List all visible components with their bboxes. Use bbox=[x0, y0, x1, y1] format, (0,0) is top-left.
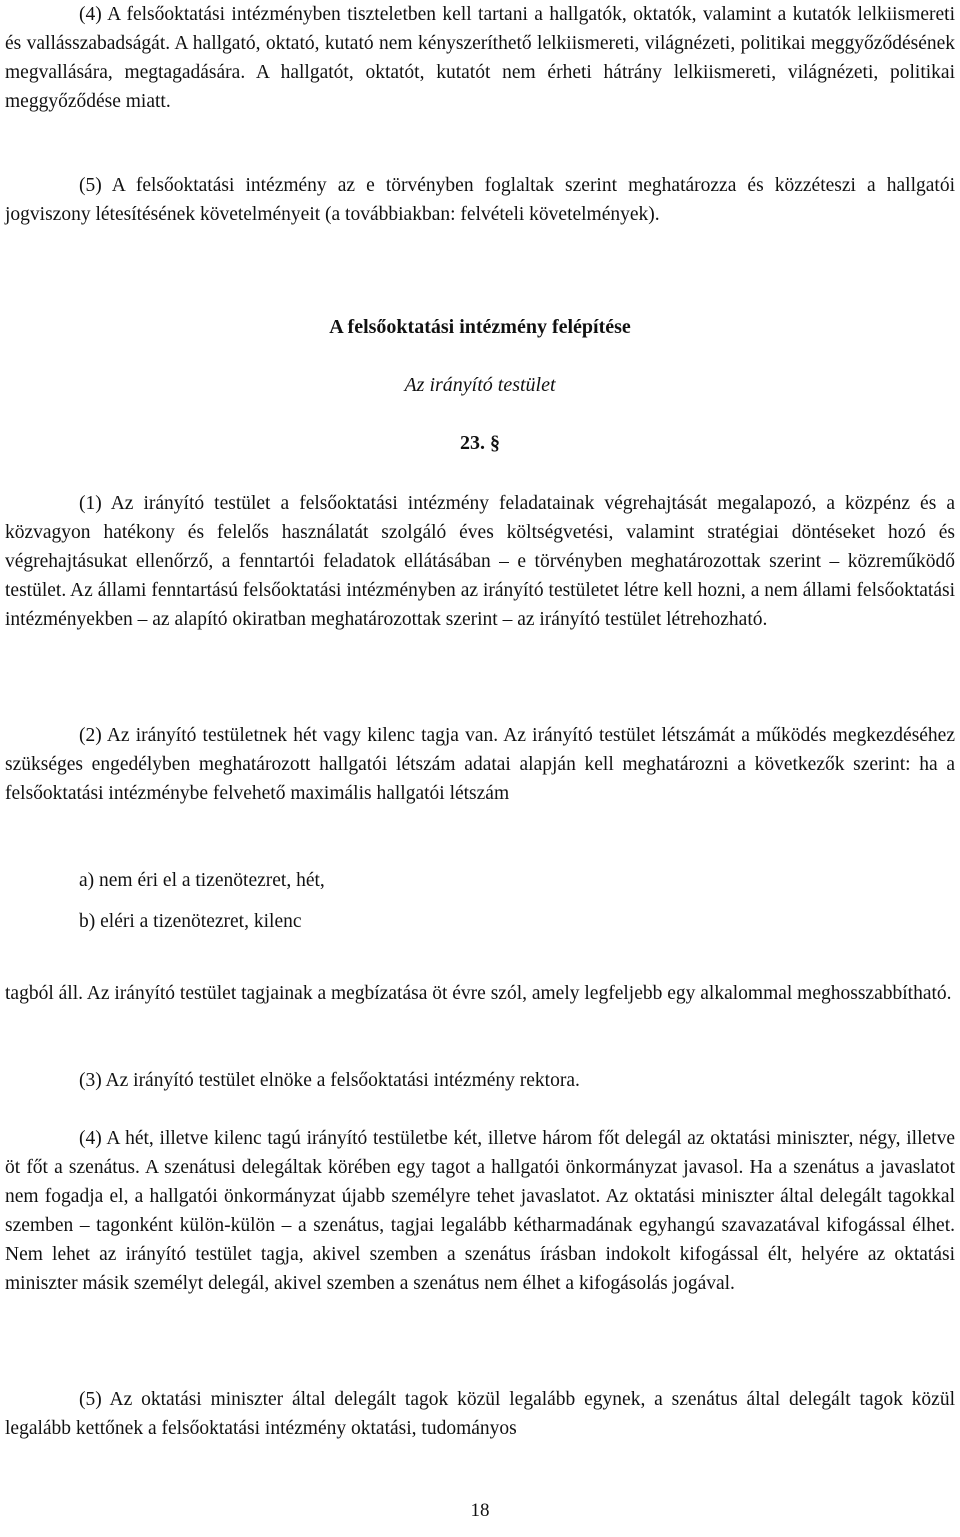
subsection-2: (2) Az irányító testületnek hét vagy kilenc tagja van. Az irányító testület létszámát a működés megkezdéséhez szükséges engedélyben meghatározott hallgatói létszám adatai alapján kell meghatározni a következők szerint: ha a felsőoktatási intézménybe felvehető maximális hallgatói létszám bbox=[5, 725, 955, 804]
subsection-3: (3) Az irányító testület elnöke a felsőoktatási intézmény rektora. bbox=[79, 1070, 580, 1091]
list-item-b: b) eléri a tizenötezret, kilenc bbox=[79, 911, 302, 932]
chapter-heading: A felsőoktatási intézmény felépítése bbox=[329, 316, 631, 338]
subsection-4: (4) A hét, illetve kilenc tagú irányító testületbe két, illetve három főt delegál az oktatási miniszter, négy, illetve öt főt a szenátus. A szenátusi delegáltak körében egy tagot a hallgatói önkormányzat javasol. Ha a szenátus a javaslatot nem fogadja el, a hallgatói önkormányzat újabb személyre tehet javaslatot. Az oktatási miniszter által delegált tagokkal szemben – tagonként külön-külön – a szenátus, tagjai legalább kétharmadának egyhangú szavazatával kifogással élhet. Nem lehet az irányító testület tagja, akivel szemben a szenátus írásban indokolt kifogással élt, helyére az oktatási miniszter másik személyt delegál, akivel szemben a szenátus nem élhet a kifogásolás jogával. bbox=[5, 1128, 955, 1294]
subsection-2-continuation: tagból áll. Az irányító testület tagjainak a megbízatása öt évre szól, amely legfeljebb egy alkalommal meghosszabbítható. bbox=[5, 983, 952, 1004]
subsection-1: (1) Az irányító testület a felsőoktatási intézmény feladatainak végrehajtását megalapozó, a közpénz és a közvagyon hatékony és felelős használatát szolgáló éves költségvetési, valamint stratégiai döntéseket hozó és végrehajtásukat ellenőrző, a fenntartói feladatok ellátásában – e törvényben meghatározottak szerint – közreműködő testület. Az állami fenntartású felsőoktatási intézményben az irányító testületet létre kell hozni, a nem állami felsőoktatási intézményekben – az alapító okiratban meghatározottak szerint – az irányító testület létrehozható. bbox=[5, 493, 955, 630]
paragraph-5-admission-requirements: (5) A felsőoktatási intézmény az e törvényben foglaltak szerint meghatározza és közzéteszi a hallgatói jogviszony létesítésének követelményeit (a továbbiakban: felvételi követelmények). bbox=[5, 175, 955, 225]
section-subheading: Az irányító testület bbox=[404, 374, 556, 396]
paragraph-4-freedom-of-conscience: (4) A felsőoktatási intézményben tiszteletben kell tartani a hallgatók, oktatók, valamint a kutatók lelkiismereti és vallásszabadságát. A hallgató, oktató, kutató nem kényszeríthető lelkiismereti, világnézeti, politikai meggyőződésének megvallására, megtagadására. A hallgatót, oktatót, kutatót nem érheti hátrány lelkiismereti, világnézeti, politikai meggyőződése miatt. bbox=[5, 4, 955, 112]
page-number: 18 bbox=[470, 1500, 490, 1521]
subsection-5: (5) Az oktatási miniszter által delegált tagok közül legalább egynek, a szenátus által delegált tagok közül legalább kettőnek a felsőoktatási intézmény oktatási, tudományos bbox=[5, 1389, 955, 1439]
list-item-a: a) nem éri el a tizenötezret, hét, bbox=[79, 870, 325, 891]
section-number: 23. § bbox=[460, 432, 500, 454]
